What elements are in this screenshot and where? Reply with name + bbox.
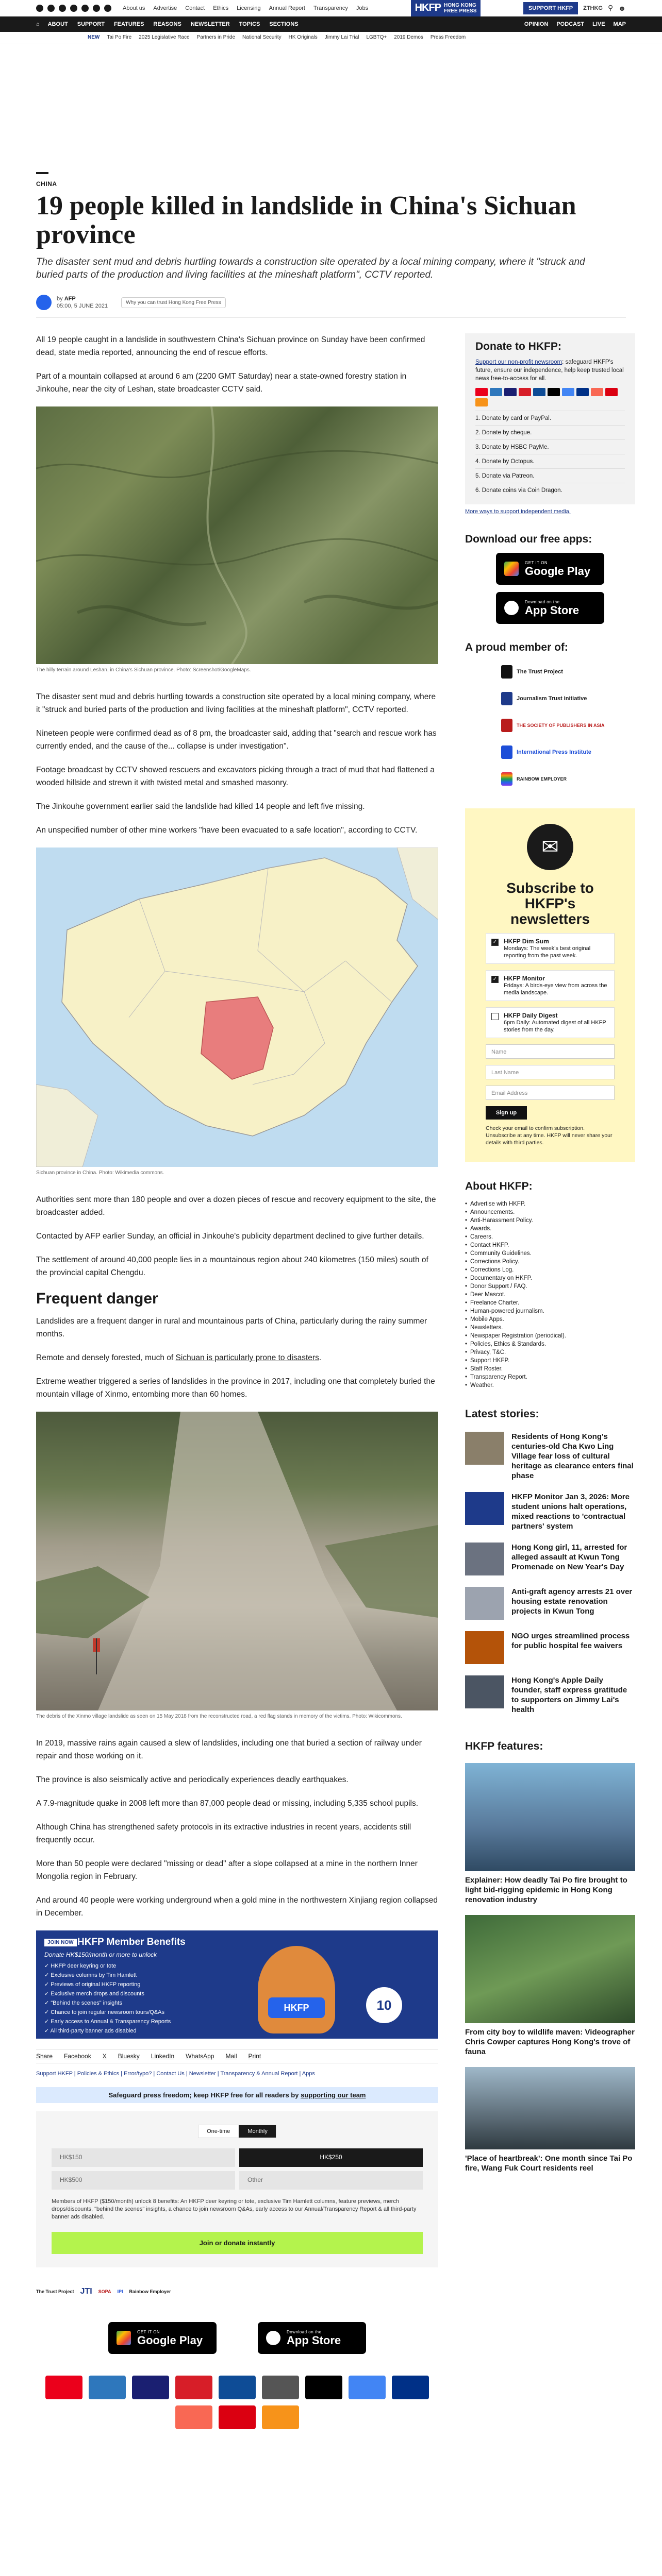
logo-sub-1: HONG KONG <box>444 2 476 8</box>
share-bar <box>36 2049 438 2063</box>
google-play-icon <box>504 562 519 576</box>
feature-image <box>465 1763 635 1871</box>
card-logo <box>305 2376 342 2399</box>
bottom-google-play-button[interactable]: GET IT ON Google Play <box>108 2322 217 2354</box>
category-rule <box>36 172 48 174</box>
trending-item[interactable]: 2025 Legislative Race <box>139 35 190 40</box>
amount-option[interactable]: HK$500 <box>52 2171 235 2190</box>
about-link[interactable]: • Advertise with HKFP. <box>465 1200 635 1208</box>
nav-support[interactable]: SUPPORT <box>77 21 105 27</box>
safeguard-banner: Safeguard press freedom; keep HKFP free for all readers by supporting our team <box>36 2087 438 2103</box>
social-icons <box>36 5 111 12</box>
benefit-item: ✓ Exclusive columns by Tim Hamlett <box>44 1972 137 1978</box>
article-body <box>36 333 438 2429</box>
title-divider <box>36 317 626 318</box>
checkbox-icon[interactable] <box>491 1013 499 1020</box>
nav-features[interactable]: FEATURES <box>113 21 144 27</box>
donate-box <box>465 333 635 504</box>
trending-item[interactable]: 2019 Demos <box>394 35 423 40</box>
member-logo[interactable]: The Trust Project <box>465 663 635 681</box>
bottom-app-store-button[interactable]: Download on the App Store <box>258 2322 366 2354</box>
donate-method[interactable]: 1. Donate by card or PayPal. <box>475 411 625 425</box>
share-whatsapp[interactable]: WhatsApp <box>186 2053 214 2060</box>
card-logo <box>175 2376 212 2399</box>
share-linkedin[interactable]: LinkedIn <box>151 2053 175 2060</box>
paragraph: Part of a mountain collapsed at around 6 am (2200 GMT Saturday) near a state-owned forestry station in Jinkouhe, near the city of Leshan, state broadcaster CCTV said. <box>36 372 407 394</box>
figure-map <box>36 848 438 1176</box>
trending-bar <box>0 32 662 43</box>
nav-sections[interactable]: SECTIONS <box>269 21 299 27</box>
unionpay-icon <box>519 388 531 396</box>
mastercard-icon <box>475 388 488 396</box>
main-nav <box>0 16 662 32</box>
newsletter-title: Subscribe to HKFP's newsletters <box>506 880 594 927</box>
apple-icon <box>504 601 519 615</box>
card-logo <box>349 2376 386 2399</box>
about-link[interactable]: • Documentary on HKFP. <box>465 1274 635 1282</box>
monthly-tab[interactable]: Monthly <box>239 2125 276 2138</box>
paragraph: The Jinkouhe government earlier said the landslide had killed 14 people and left five missing. <box>36 802 365 811</box>
nav-about[interactable]: ABOUT <box>47 21 68 27</box>
rss-icon[interactable] <box>104 5 111 12</box>
amount-option[interactable]: HK$150 <box>52 2148 235 2167</box>
donate-method[interactable]: 5. Donate via Patreon. <box>475 468 625 483</box>
share-bluesky[interactable]: Bluesky <box>118 2053 140 2060</box>
paragraph: A 7.9-magnitude quake in 2008 left more than 87,000 people dead or missing, including 5,335 school pupils. <box>36 1799 419 1808</box>
paragraph: Landslides are a frequent danger in rural and mountainous parts of China, particularly during the rainy summer months. <box>36 1317 427 1338</box>
nav-map[interactable]: MAP <box>613 21 626 27</box>
logo-main: HKFP <box>415 2 441 13</box>
nav-opinion[interactable]: OPINION <box>524 21 549 27</box>
paypal-icon <box>576 388 589 396</box>
china-map <box>36 848 438 1167</box>
donate-now-button[interactable]: Join or donate instantly <box>52 2232 423 2254</box>
payme-icon <box>605 388 618 396</box>
one-time-tab[interactable]: One-time <box>198 2125 239 2138</box>
facebook-icon[interactable] <box>36 5 43 12</box>
app-store-button[interactable]: Download on the App Store <box>496 592 604 624</box>
about-link[interactable]: • Community Guidelines. <box>465 1249 635 1258</box>
latest-story[interactable]: HKFP Monitor Jan 3, 2026: More student unions halt operations, mixed reactions to 'contractual partners' system <box>465 1492 635 1531</box>
search-icon[interactable]: ⚲ <box>608 4 614 12</box>
figure-caption: Sichuan province in China. Photo: Wikimedia commons. <box>36 1170 164 1176</box>
nav-newsletter[interactable]: NEWSLETTER <box>190 21 230 27</box>
sidebar <box>465 333 635 2429</box>
donate-title: Donate to HKFP: <box>475 341 561 352</box>
frequency-toggle <box>52 2125 423 2138</box>
member-logo[interactable]: RAINBOW EMPLOYER <box>465 770 635 788</box>
about-link[interactable]: • Freelance Charter. <box>465 1299 635 1307</box>
paragraph: And around 40 people were working underground when a gold mine in the northwestern Xinjiang region collapsed in December. <box>36 1896 438 1918</box>
support-hkfp-button[interactable]: SUPPORT HKFP <box>523 2 578 14</box>
paragraph: Nineteen people were confirmed dead as of 8 pm, the broadcaster said, adding that "search and rescue work has currently ended, and the cause of the... collapse is under investigation". <box>36 729 437 751</box>
about-link[interactable]: • Announcements. <box>465 1208 635 1216</box>
envelope-icon: ✉ <box>527 824 573 870</box>
payment-icons <box>475 388 625 406</box>
benefit-item: ✓ HKFP deer keyring or tote <box>44 1963 117 1969</box>
top-link[interactable]: Advertise <box>153 5 177 11</box>
about-link[interactable]: • Policies, Ethics & Standards. <box>465 1340 635 1348</box>
card-logo <box>219 2405 256 2429</box>
first-name-input[interactable]: Name <box>486 1044 615 1059</box>
sopa-logo[interactable]: SOPA <box>98 2289 111 2294</box>
trending-item[interactable]: Press Freedom <box>430 35 466 40</box>
language-toggle[interactable]: ZTHKG <box>583 5 603 11</box>
article-wrapper <box>0 172 662 2429</box>
about-link[interactable]: • Corrections Log. <box>465 1266 635 1274</box>
googlepay-icon <box>562 388 574 396</box>
features-section <box>465 1740 635 2173</box>
figure-terrain <box>36 406 438 673</box>
nav-topics[interactable]: TOPICS <box>239 21 260 27</box>
member-note: Members of HKFP ($150/month) unlock 8 benefits: An HKFP deer keyring or tote, exclusive Tim Hamlett columns, feature previews, merch drops/discounts, "behind the scenes" insights, a chance to join newsroom Q&As, early access to our Annual/Transparency Report & all third-party banner ads disabled. <box>52 2198 417 2220</box>
rainbow-logo[interactable]: Rainbow Employer <box>129 2289 171 2294</box>
checkbox-checked-icon[interactable]: ✓ <box>491 939 499 946</box>
about-link[interactable]: • Staff Roster. <box>465 1365 635 1373</box>
story-thumbnail <box>465 1631 504 1664</box>
amount-option-selected[interactable]: HK$250 <box>239 2148 423 2167</box>
trending-label: NEW <box>88 35 100 40</box>
paragraph-text: . <box>319 1353 322 1362</box>
donate-text: Support our non-profit newsroom: safeguard HKFP's future, ensure our independence, help keep trusted local news free-to-access for all. <box>475 359 624 382</box>
donate-method[interactable]: 2. Donate by cheque. <box>475 425 625 439</box>
about-link[interactable]: • Contact HKFP. <box>465 1241 635 1249</box>
amex-icon <box>490 388 502 396</box>
trending-item[interactable]: HK Originals <box>288 35 318 40</box>
apps-section <box>465 533 635 624</box>
logo-sub-2: FREE PRESS <box>444 8 477 14</box>
payment-logos <box>36 2376 438 2429</box>
trending-item[interactable]: Tai Po Fire <box>107 35 132 40</box>
paragraph: Footage broadcast by CCTV showed rescuers and excavators picking through a tract of mud that had flattened a wooded hillside and strewn it with twisted metal and smashed masonry. <box>36 766 435 787</box>
paragraph: Extreme weather triggered a series of landslides in the province in 2017, including one that completely buried the mountain village of Xinmo, entombing more than 60 homes. <box>36 1377 435 1399</box>
share-facebook[interactable]: Facebook <box>64 2053 91 2060</box>
paragraph: The province is also seismically active and periodically experiences deadly earthquakes. <box>36 1775 349 1784</box>
applepay-icon <box>548 388 560 396</box>
apps-title: Download our free apps: <box>465 533 592 545</box>
newsletter-option[interactable]: ✓ HKFP Dim Sum Mondays: The week's best original reporting from the past week. <box>486 933 615 964</box>
about-link[interactable]: • Transparency Report. <box>465 1373 635 1381</box>
features-title: HKFP features: <box>465 1740 543 1752</box>
trending-item[interactable]: National Security <box>242 35 282 40</box>
top-link[interactable]: About us <box>123 5 145 11</box>
member-benefits-banner[interactable] <box>36 1930 438 2039</box>
last-name-input[interactable]: Last Name <box>486 1065 615 1079</box>
member-logo[interactable]: THE SOCIETY OF PUBLISHERS IN ASIA <box>465 717 635 734</box>
amount-option[interactable]: Other <box>239 2171 423 2190</box>
latest-story[interactable]: Anti-graft agency arrests 21 over housing estate renovation projects in Kwun Tong <box>465 1587 635 1620</box>
paragraph: More than 50 people were declared "missing or dead" after a slope collapsed at a mine in the northern Inner Mongolia region in February. <box>36 1859 418 1881</box>
card-logo <box>45 2376 82 2399</box>
article-subtitle: The disaster sent mud and debris hurtling towards a construction site operated by a local mining company, where it "struck and buried parts of the production and living facilities at the mineshaft platform", CCTV reported. <box>36 257 585 280</box>
latest-story[interactable]: Hong Kong girl, 11, arrested for alleged assault at Kwun Tong Promenade on New Year's Day <box>465 1543 635 1575</box>
feature-image <box>465 1915 635 2023</box>
about-link[interactable]: • Weather. <box>465 1381 635 1389</box>
patreon-icon <box>591 388 603 396</box>
donate-method[interactable]: 4. Donate by Octopus. <box>475 454 625 468</box>
nonprofit-link[interactable]: Support our non-profit newsroom <box>475 359 562 365</box>
share-mail[interactable]: Mail <box>225 2053 237 2060</box>
donate-methods <box>475 411 625 497</box>
jcb-icon <box>533 388 545 396</box>
about-link[interactable]: • Donor Support / FAQ. <box>465 1282 635 1291</box>
story-thumbnail <box>465 1587 504 1620</box>
story-thumbnail <box>465 1492 504 1525</box>
benefit-item: ✓ "Behind the scenes" insights <box>44 2000 122 2006</box>
about-list <box>465 1200 635 1389</box>
donate-method[interactable]: 6. Donate coins via Coin Dragon. <box>475 483 625 497</box>
trending-item[interactable]: LGBTQ+ <box>366 35 387 40</box>
more-ways-link[interactable]: More ways to support independent media. <box>465 509 571 515</box>
share-x[interactable]: X <box>102 2053 107 2060</box>
latest-title: Latest stories: <box>465 1408 539 1420</box>
nav-reasons[interactable]: REASONS <box>153 21 181 27</box>
hkfp-logo[interactable] <box>411 0 481 16</box>
account-icon[interactable]: ☻ <box>618 4 626 12</box>
about-section <box>465 1180 635 1389</box>
card-logo <box>175 2405 212 2429</box>
figure-caption: The debris of the Xinmo village landslide as seen on 15 May 2018 from the reconstructed road, a red flag stands in memory of the victims. Photo: Wikicommons. <box>36 1714 402 1719</box>
paragraph: Although China has strengthened safety protocols in its extractive industries in recent years, accidents still frequently occur. <box>36 1823 411 1844</box>
benefit-item: ✓ Chance to join regular newsroom tours/Q&As <box>44 2009 164 2015</box>
google-play-button[interactable]: GET IT ON Google Play <box>496 553 604 585</box>
paragraph: In 2019, massive rains again caused a slew of landslides, including one that buried a section of railway under repair and those working on it. <box>36 1739 422 1760</box>
about-link[interactable]: • Newsletters. <box>465 1324 635 1332</box>
about-link[interactable]: • Deer Mascot. <box>465 1291 635 1299</box>
card-logo <box>89 2376 126 2399</box>
trending-item[interactable]: Jimmy Lai Trial <box>324 35 359 40</box>
paragraph: Authorities sent more than 180 people and over a dozen pieces of rescue and recovery equipment to the site, the broadcaster added. <box>36 1195 436 1217</box>
share-label: Share <box>36 2053 53 2060</box>
newsletter-box <box>465 808 635 1162</box>
instagram-icon[interactable] <box>59 5 66 12</box>
article-category[interactable]: CHINA <box>36 180 57 188</box>
top-utility-bar <box>0 0 662 16</box>
about-link[interactable]: • Newspaper Registration (periodical). <box>465 1332 635 1340</box>
member-logo[interactable]: Journalism Trust Initiative <box>465 690 635 707</box>
story-thumbnail <box>465 1432 504 1465</box>
card-logo <box>262 2376 299 2399</box>
latest-section <box>465 1408 635 1715</box>
about-link[interactable]: • Careers. <box>465 1233 635 1241</box>
top-link[interactable]: Transparency <box>313 5 348 11</box>
donate-method[interactable]: 3. Donate by HSBC PayMe. <box>475 439 625 454</box>
email-input[interactable]: Email Address <box>486 1086 615 1100</box>
author-name[interactable]: AFP <box>64 296 76 302</box>
linkedin-icon[interactable] <box>93 5 100 12</box>
google-play-icon <box>117 2331 131 2345</box>
youtube-icon[interactable] <box>70 5 77 12</box>
publish-date: 05:00, 5 JUNE 2021 <box>57 303 108 309</box>
paragraph: An unspecified number of other mine workers "have been evacuated to a safe location", according to CCTV. <box>36 826 418 835</box>
top-link[interactable]: Contact <box>185 5 205 11</box>
paragraph <box>36 1351 438 1364</box>
about-link[interactable]: • Support HKFP. <box>465 1357 635 1365</box>
feature-image <box>465 2067 635 2149</box>
about-link[interactable]: • Awards. <box>465 1225 635 1233</box>
about-title: About HKFP: <box>465 1180 533 1192</box>
paragraph: Contacted by AFP earlier Sunday, an official in Jinkouhe's publicity department declined to give further details. <box>36 1232 424 1241</box>
mascot-shirt: HKFP <box>268 1997 325 2018</box>
amount-grid <box>52 2148 423 2190</box>
feature-item[interactable]: Explainer: How deadly Tai Po fire brought to light bid-rigging epidemic in Hong Kong renovation industry <box>465 1763 635 1905</box>
card-logo <box>219 2376 256 2399</box>
figure-caption: The hilly terrain around Leshan, in China's Sichuan province. Photo: Screenshot/GoogleMaps. <box>36 667 251 673</box>
promo-sub: Donate HK$150/month or more to unlock <box>44 1951 157 1958</box>
latest-story[interactable]: Residents of Hong Kong's centuries-old Cha Kwo Ling Village fear loss of cultural heritage as clearance enters final phase <box>465 1432 635 1481</box>
trending-item[interactable]: Partners in Pride <box>196 35 236 40</box>
home-icon[interactable]: ⌂ <box>36 21 40 27</box>
promo-title: HKFP Member Benefits <box>77 1937 186 1947</box>
card-logo <box>392 2376 429 2399</box>
support-team-link[interactable]: supporting our team <box>301 2091 366 2099</box>
feature-item[interactable]: From city boy to wildlife maven: Videographer Chris Cowper captures Hong Kong's trove of fauna <box>465 1915 635 2057</box>
paragraph: The settlement of around 40,000 people lies in a mountainous region about 240 kilometres (150 miles) south of the provincial capital Chengdu. <box>36 1256 428 1277</box>
latest-story[interactable]: NGO urges streamlined process for public hospital fee waivers <box>465 1631 635 1664</box>
terrain-photo <box>36 406 438 664</box>
about-link[interactable]: • Human-powered journalism. <box>465 1307 635 1315</box>
about-link[interactable]: • Privacy, T&C. <box>465 1348 635 1357</box>
figure-xinmo <box>36 1412 438 1719</box>
benefit-item: ✓ All third-party banner ads disabled <box>44 2028 137 2034</box>
feature-item[interactable]: 'Place of heartbreak': One month since Tai Po fire, Wang Fuk Court residents reel <box>465 2067 635 2173</box>
trust-project-logo[interactable]: The Trust Project <box>36 2289 74 2294</box>
article-title: 19 people killed in landslide in China's Sichuan province <box>36 191 576 249</box>
apple-icon <box>266 2331 280 2345</box>
about-link[interactable]: • Anti-Harassment Policy. <box>465 1216 635 1225</box>
benefit-item: ✓ Early access to Annual & Transparency Reports <box>44 2019 171 2025</box>
section-heading: Frequent danger <box>36 1290 158 1307</box>
about-link[interactable]: • Corrections Policy. <box>465 1258 635 1266</box>
paragraph-text: Remote and densely forested, much of <box>36 1353 176 1362</box>
member-section <box>465 641 635 788</box>
footer-links[interactable]: Support HKFP | Policies & Ethics | Error/typo? | Contact Us | Newsletter | Transparency & Annual Report | Apps <box>36 2071 315 2077</box>
promo-benefits <box>44 1961 171 2036</box>
story-thumbnail <box>465 1543 504 1575</box>
jti-logo[interactable]: JTI <box>80 2287 92 2296</box>
share-print[interactable]: Print <box>248 2053 261 2060</box>
ipi-logo[interactable]: IPI <box>117 2289 123 2294</box>
card-logo <box>132 2376 169 2399</box>
top-link[interactable]: Jobs <box>356 5 369 11</box>
nav-live[interactable]: LIVE <box>592 21 605 27</box>
top-link[interactable]: Annual Report <box>269 5 305 11</box>
sichuan-disasters-link[interactable]: Sichuan is particularly prone to disasters <box>175 1353 319 1362</box>
visa-icon <box>504 388 517 396</box>
newsletter-option[interactable]: HKFP Daily Digest 6pm Daily: Automated digest of all HKFP stories from the day. <box>486 1007 615 1038</box>
story-thumbnail <box>465 1675 504 1708</box>
paragraph: The disaster sent mud and debris hurtling towards a construction site operated by a local mining company, where it "struck and buried parts of the production and living facilities at the mineshaft platform", CCTV reported. <box>36 692 436 714</box>
bitcoin-icon <box>475 398 488 406</box>
member-title: A proud member of: <box>465 641 568 653</box>
byline: by AFP 05:00, 5 JUNE 2021 Why you can trust Hong Kong Free Press <box>36 295 626 310</box>
member-logo[interactable]: International Press Institute <box>465 743 635 761</box>
benefit-item: ✓ Previews of original HKFP reporting <box>44 1981 141 1988</box>
paragraph: All 19 people caught in a landslide in southwestern China's Sichuan province on Sunday have been confirmed dead, state media reported, announcing the end of rescue efforts. <box>36 335 425 357</box>
about-link[interactable]: • Mobile Apps. <box>465 1315 635 1324</box>
latest-story[interactable]: Hong Kong's Apple Daily founder, staff express gratitude to supporters on Jimmy Lai's health <box>465 1675 635 1715</box>
author-avatar <box>36 295 52 310</box>
x-icon[interactable] <box>47 5 55 12</box>
trust-badge[interactable]: Why you can trust Hong Kong Free Press <box>121 297 226 308</box>
nav-podcast[interactable]: PODCAST <box>556 21 585 27</box>
xinmo-photo <box>36 1412 438 1710</box>
newsletter-option[interactable]: ✓ HKFP Monitor Fridays: A birds-eye view from across the media landscape. <box>486 970 615 1001</box>
top-link[interactable]: Licensing <box>237 5 261 11</box>
bottom-app-stores <box>36 2315 438 2354</box>
donate-panel <box>36 2111 438 2267</box>
top-link[interactable]: Ethics <box>213 5 229 11</box>
benefit-item: ✓ Exclusive merch drops and discounts <box>44 1991 144 1997</box>
threads-icon[interactable] <box>81 5 89 12</box>
anniversary-badge: 10 <box>366 1987 402 2023</box>
join-now-badge[interactable]: JOIN NOW <box>44 1939 77 1946</box>
card-logo <box>262 2405 299 2429</box>
utility-links <box>123 5 368 11</box>
deer-mascot <box>258 1946 335 2033</box>
bottom-member-logos <box>36 2287 438 2304</box>
checkbox-checked-icon[interactable]: ✓ <box>491 976 499 983</box>
signup-button[interactable]: Sign up <box>486 1106 527 1120</box>
newsletter-note: Check your email to confirm subscription. Unsubscribe at any time. HKFP will never share your details with third parties. <box>486 1125 613 1146</box>
